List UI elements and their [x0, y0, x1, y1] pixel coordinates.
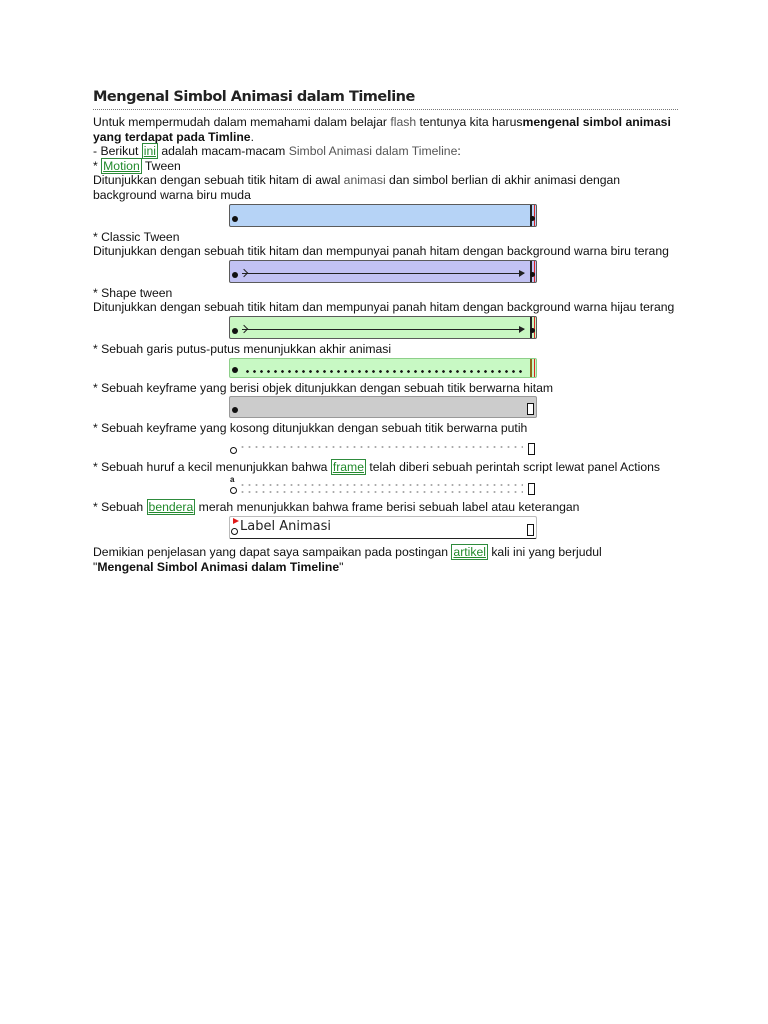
- bullet: *: [93, 158, 102, 173]
- shape-tween-desc: Ditunjukkan dengan sebuah titik hitam dan mempunyai panah hitam dengan background warna hijau terang: [93, 300, 675, 315]
- end-keyframe-dot: [530, 272, 535, 277]
- list-intro-topic: Simbol Animasi dalam Timeline: [288, 144, 458, 159]
- motion-desc-animasi: animasi: [343, 173, 386, 188]
- red-flag-icon: [233, 518, 239, 524]
- keyframe-filled-heading: * Sebuah keyframe yang berisi objek ditunjukkan dengan sebuah titik berwarna hitam: [93, 380, 554, 395]
- end-keyframe-diamond: [530, 216, 535, 221]
- start-keyframe-dot: [232, 272, 238, 278]
- page-title: Mengenal Simbol Animasi dalam Timeline: [93, 88, 678, 110]
- action-frame-timeline-image: [229, 475, 537, 497]
- start-keyframe-dot: [232, 216, 238, 222]
- end-keyframe-dot: [530, 328, 535, 333]
- article: [93, 88, 678, 574]
- action-frame-heading: [93, 460, 678, 475]
- classic-tween-heading: * Classic Tween: [93, 229, 180, 244]
- quote-close: ": [339, 559, 344, 574]
- intro-text: Untuk mempermudah dalam memahami dalam belajar: [93, 115, 391, 129]
- motion-desc-b: dan simbol berlian di akhir animasi dengan background warna biru muda: [93, 173, 621, 202]
- intro-flash: flash: [390, 115, 417, 129]
- playhead-red-line: [534, 359, 535, 377]
- end-frame-rect-icon: [528, 443, 535, 455]
- end-frame-rect-icon: [527, 524, 534, 536]
- shape-tween-heading: * Shape tween: [93, 285, 173, 300]
- frame-ticks-lower: [239, 491, 523, 493]
- list-intro: [93, 144, 678, 159]
- artikel-link[interactable]: artikel: [453, 544, 486, 559]
- empty-keyframe-circle: [230, 447, 237, 454]
- classic-tween-desc: Ditunjukkan dengan sebuah titik hitam dan mempunyai panah hitam dengan background warna biru terang: [93, 244, 669, 259]
- flag-heading-post: merah menunjukkan bahwa frame berisi sebuah label atau keterangan: [195, 500, 580, 515]
- playhead-line: [530, 359, 532, 377]
- dashed-timeline-image: [229, 358, 537, 378]
- intro-end: .: [250, 129, 254, 144]
- intro-text-2: tentunya kita harus: [416, 115, 523, 129]
- start-keyframe-dot: [232, 328, 238, 334]
- keyframe-filled-timeline-image: [229, 396, 537, 418]
- playhead-red-line: [534, 317, 535, 338]
- end-frame-rect-icon: [528, 483, 535, 495]
- frame-ticks: [239, 446, 523, 448]
- motion-heading-text: Tween: [141, 158, 181, 173]
- keyframe-empty-timeline-image: [229, 437, 537, 457]
- motion-tween-timeline-image: [229, 204, 537, 227]
- frame-link[interactable]: frame: [332, 459, 364, 474]
- outro-paragraph: [93, 545, 678, 574]
- motion-link[interactable]: Motion: [103, 158, 140, 173]
- playhead-red-line: [534, 261, 535, 282]
- start-keyframe-dot: [232, 367, 238, 373]
- quote-open: ": [93, 559, 98, 574]
- playhead-red-line: [534, 205, 535, 226]
- action-heading-post: telah diberi sebuah perintah script lewat panel Actions: [365, 459, 661, 474]
- classic-tween-timeline-image: [229, 260, 537, 283]
- dashed-line-icon: [244, 370, 522, 373]
- flag-heading-pre: * Sebuah: [93, 500, 147, 515]
- list-intro-prefix: - Berikut: [93, 144, 142, 159]
- intro-bold: mengenal simbol animasi yang terdapat pada Timline: [93, 115, 671, 144]
- shape-tween-timeline-image: [229, 316, 537, 339]
- empty-keyframe-circle: [230, 487, 237, 494]
- tween-arrow-icon: [242, 329, 524, 330]
- bendera-link[interactable]: bendera: [148, 500, 194, 515]
- tween-arrow-icon: [242, 273, 524, 274]
- keyframe-empty-heading: * Sebuah keyframe yang kosong ditunjukkan dengan sebuah titik berwarna putih: [93, 421, 528, 436]
- list-intro-end: :: [457, 144, 461, 159]
- outro-bold-title: Mengenal Simbol Animasi dalam Timeline: [97, 559, 340, 574]
- label-flag-timeline-image: [229, 516, 537, 539]
- ini-link[interactable]: ini: [143, 144, 156, 159]
- dashed-line-heading: * Sebuah garis putus-putus menunjukkan akhir animasi: [93, 341, 392, 356]
- filled-keyframe-dot: [232, 407, 238, 413]
- motion-tween-heading: [93, 159, 678, 174]
- empty-keyframe-circle: [231, 528, 238, 535]
- outro-pre: Demikian penjelasan yang dapat saya sampaikan pada postingan: [93, 544, 452, 559]
- frame-label-text: Label Animasi: [240, 518, 331, 534]
- end-frame-rect-icon: [527, 403, 534, 415]
- label-flag-heading: [93, 500, 678, 515]
- frame-ticks: [239, 484, 523, 486]
- motion-desc-a: Ditunjukkan dengan sebuah titik hitam di awal: [93, 173, 344, 188]
- outro-post: kali ini yang berjudul: [487, 544, 602, 559]
- list-intro-mid: adalah macam-macam: [157, 144, 289, 159]
- intro-paragraph: [93, 115, 678, 144]
- action-heading-pre: * Sebuah huruf a kecil menunjukkan bahwa: [93, 459, 331, 474]
- motion-tween-desc: [93, 173, 678, 202]
- action-a-icon: a: [230, 475, 235, 485]
